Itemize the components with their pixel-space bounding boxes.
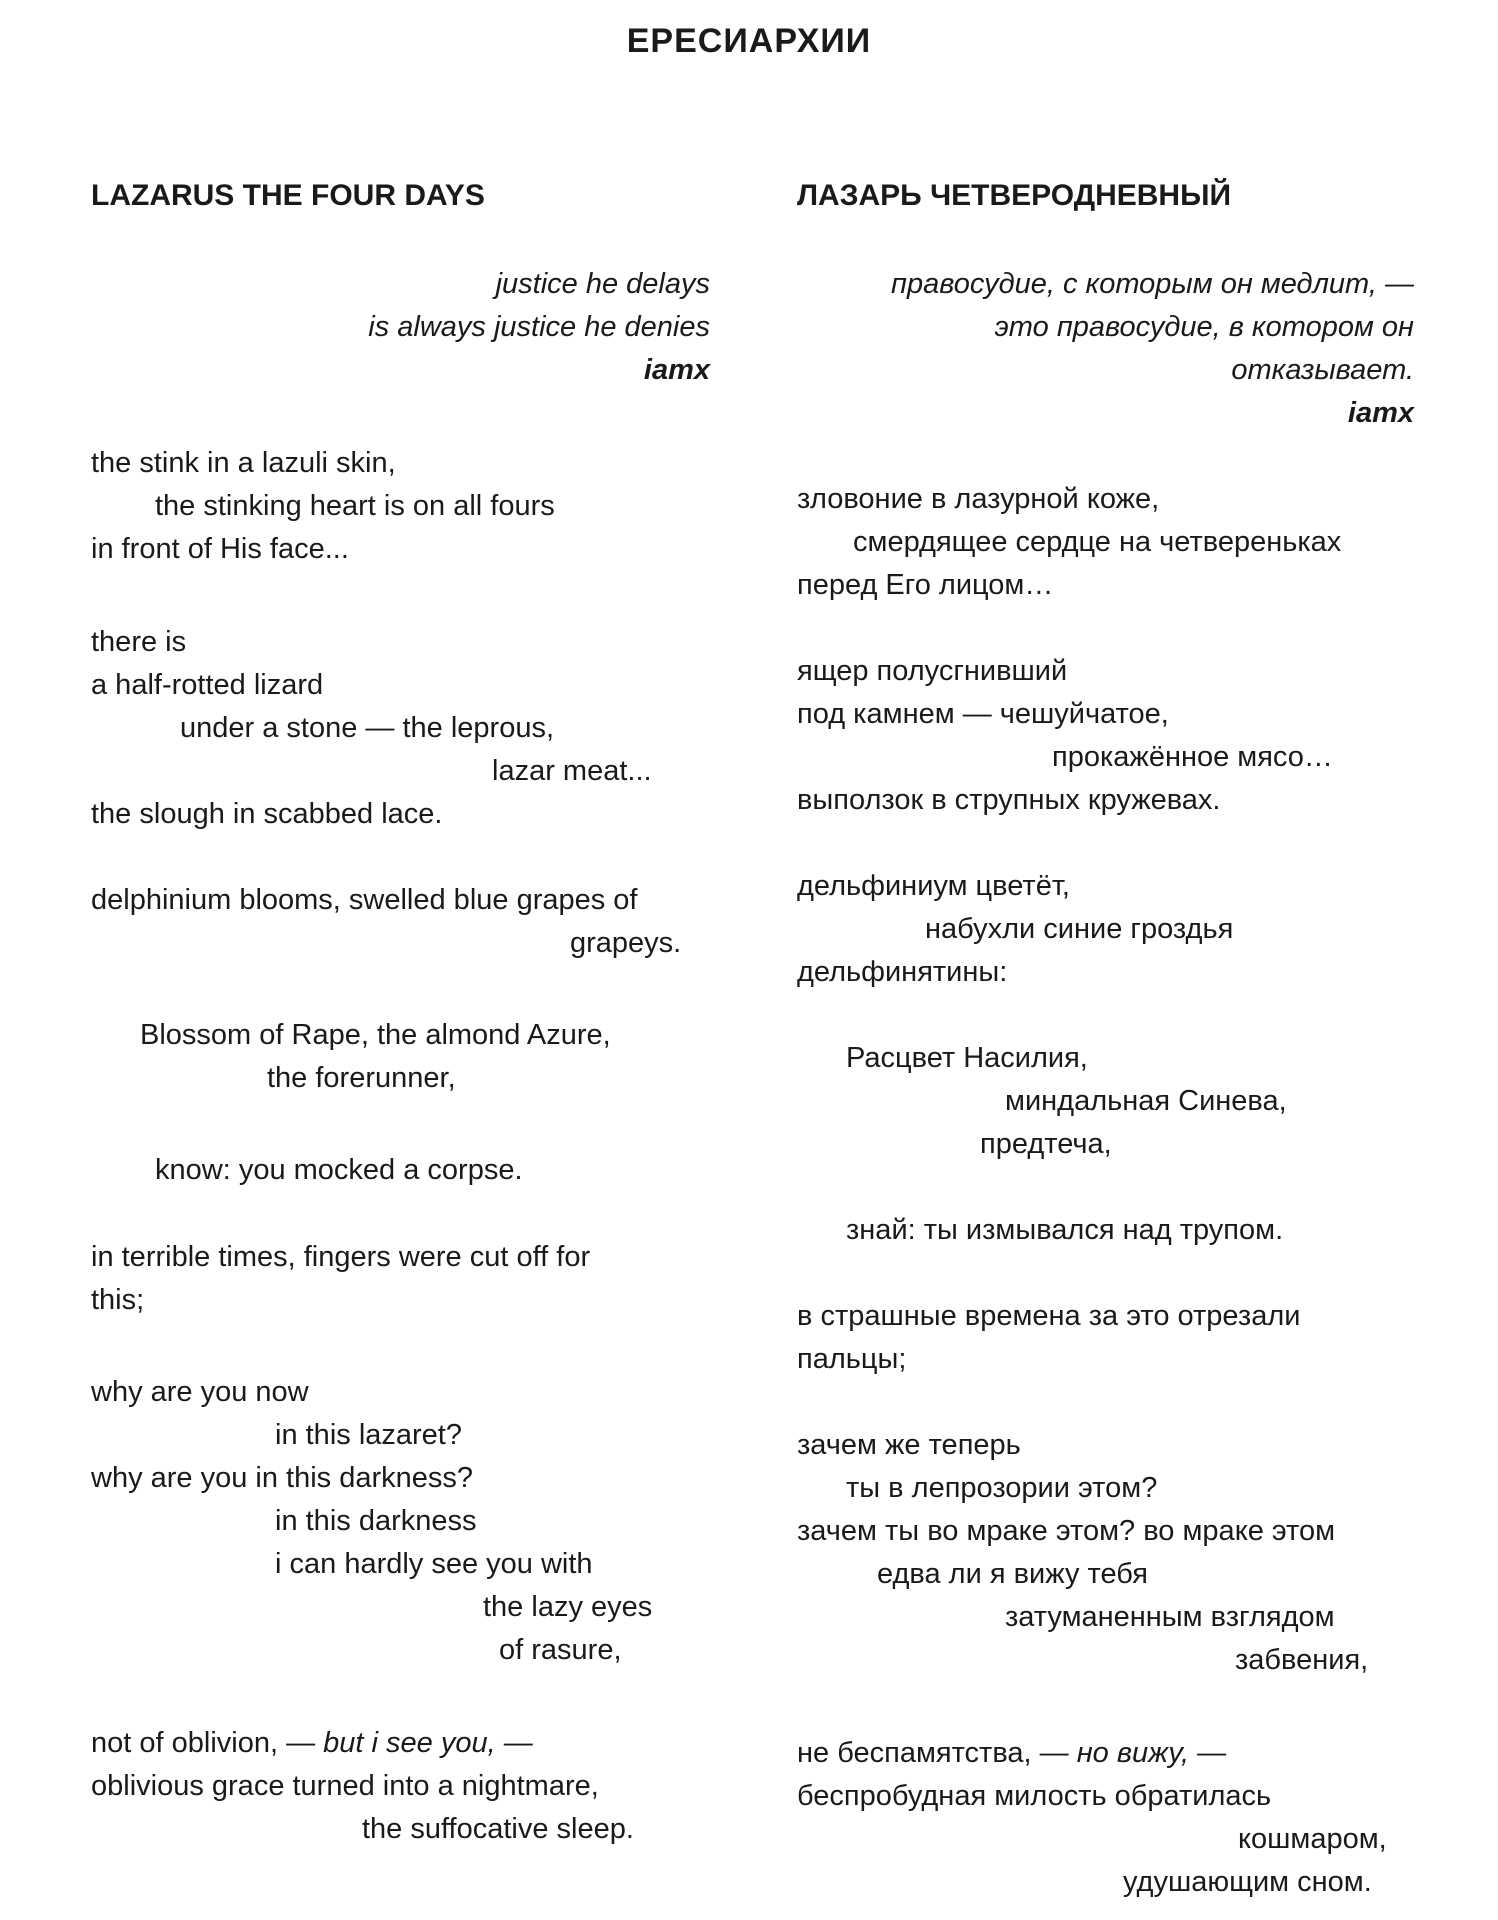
russian-verse-line: зачем ты во мраке этом? во мраке этом (797, 1515, 1336, 1547)
english-verse-line: grapeys. (570, 927, 682, 959)
russian-verse-line: удушающим сном. (1123, 1866, 1372, 1898)
english-verse-line: the slough in scabbed lace. (91, 798, 443, 830)
russian-verse-line: ящер полусгнивший (797, 655, 1068, 687)
russian-verse-line: забвения, (1235, 1644, 1369, 1676)
english-epigraph-line: is always justice he denies (368, 311, 710, 343)
russian-verse-line: предтеча, (980, 1128, 1112, 1160)
english-verse-line: i can hardly see you with (275, 1548, 593, 1580)
russian-verse-line: выползок в струпных кружевах. (797, 784, 1221, 816)
russian-epigraph-line: это правосудие, в котором он (994, 311, 1414, 343)
page-title: ЕРЕСИАРХИИ (626, 22, 872, 60)
russian-verse-line: под камнем — чешуйчатое, (797, 698, 1169, 730)
english-verse-line (91, 1729, 533, 1758)
russian-verse-line: ты в лепрозории этом? (846, 1472, 1158, 1504)
russian-verse-line: смердящее сердце на четвереньках (853, 526, 1342, 558)
english-verse-line: know: you mocked a corpse. (155, 1154, 523, 1186)
english-verse-line: in this lazaret? (275, 1419, 462, 1451)
russian-verse-line (797, 1739, 1226, 1768)
english-verse-line: in this darkness (275, 1505, 477, 1537)
russian-verse-line: дельфиниум цветёт, (797, 870, 1070, 902)
russian-epigraph-line: правосудие, с которым он медлит, — (891, 268, 1414, 300)
english-verse-line: there is (91, 626, 187, 658)
english-epigraph-author: iamx (643, 354, 710, 386)
russian-epigraph-line: отказывает. (1231, 354, 1414, 386)
english-verse-line: the stinking heart is on all fours (155, 490, 555, 522)
russian-verse-fragment: не беспамятства, — (797, 1737, 1077, 1769)
russian-verse-fragment-italic: но вижу, (1076, 1737, 1190, 1769)
english-verse-line: the stink in a lazuli skin, (91, 447, 396, 479)
russian-verse-line: кошмаром, (1238, 1823, 1387, 1855)
russian-verse-line: затуманенным взглядом (1005, 1601, 1335, 1633)
english-verse-line: oblivious grace turned into a nightmare, (91, 1770, 599, 1802)
russian-verse-line: пальцы; (797, 1343, 907, 1375)
english-verse-line: under a stone — the leprous, (180, 712, 555, 744)
english-verse-line: of rasure, (499, 1634, 622, 1666)
english-verse-line: a half-rotted lizard (91, 669, 324, 701)
russian-verse-line: беспробудная милость обратилась (797, 1780, 1272, 1812)
english-verse-line: delphinium blooms, swelled blue grapes of (91, 884, 638, 916)
russian-verse-line: зловоние в лазурной коже, (797, 483, 1160, 515)
russian-verse-line: миндальная Синева, (1005, 1085, 1287, 1117)
russian-epigraph-author: iamx (1347, 397, 1414, 429)
russian-verse-line: прокажённое мясо… (1052, 741, 1333, 773)
english-verse-line: the lazy eyes (483, 1591, 653, 1623)
russian-poem-title: ЛАЗАРЬ ЧЕТВЕРОДНЕВНЫЙ (797, 179, 1232, 212)
english-verse-line: the forerunner, (267, 1062, 456, 1094)
russian-verse-line: зачем же теперь (797, 1429, 1021, 1461)
english-verse-line: in terrible times, fingers were cut off for (91, 1241, 591, 1273)
russian-verse-line: в страшные времена за это отрезали (797, 1300, 1301, 1332)
english-poem-title: LAZARUS THE FOUR DAYS (91, 179, 485, 212)
russian-verse-line: набухли синие гроздья (925, 913, 1234, 945)
english-verse-line: why are you now (91, 1376, 309, 1408)
english-epigraph-line: justice he delays (495, 268, 710, 300)
russian-verse-line: перед Его лицом… (797, 569, 1054, 601)
english-verse-line: this; (91, 1284, 145, 1316)
english-verse-line: the suffocative sleep. (362, 1813, 634, 1845)
russian-verse-fragment: — (1189, 1737, 1227, 1769)
english-verse-line: lazar meat... (492, 755, 652, 787)
english-verse-line: in front of His face... (91, 533, 349, 565)
russian-verse-line: Расцвет Насилия, (846, 1042, 1088, 1074)
english-verse-line: why are you in this darkness? (91, 1462, 474, 1494)
english-verse-fragment: not of oblivion, — (91, 1727, 324, 1759)
english-verse-fragment-italic: but i see you, (323, 1727, 496, 1759)
russian-verse-line: дельфинятины: (797, 956, 1008, 988)
russian-verse-line: едва ли я вижу тебя (877, 1558, 1148, 1590)
english-verse-fragment: — (495, 1727, 533, 1759)
english-verse-line: Blossom of Rape, the almond Azure, (140, 1019, 611, 1051)
russian-verse-line: знай: ты измывался над трупом. (846, 1214, 1284, 1246)
